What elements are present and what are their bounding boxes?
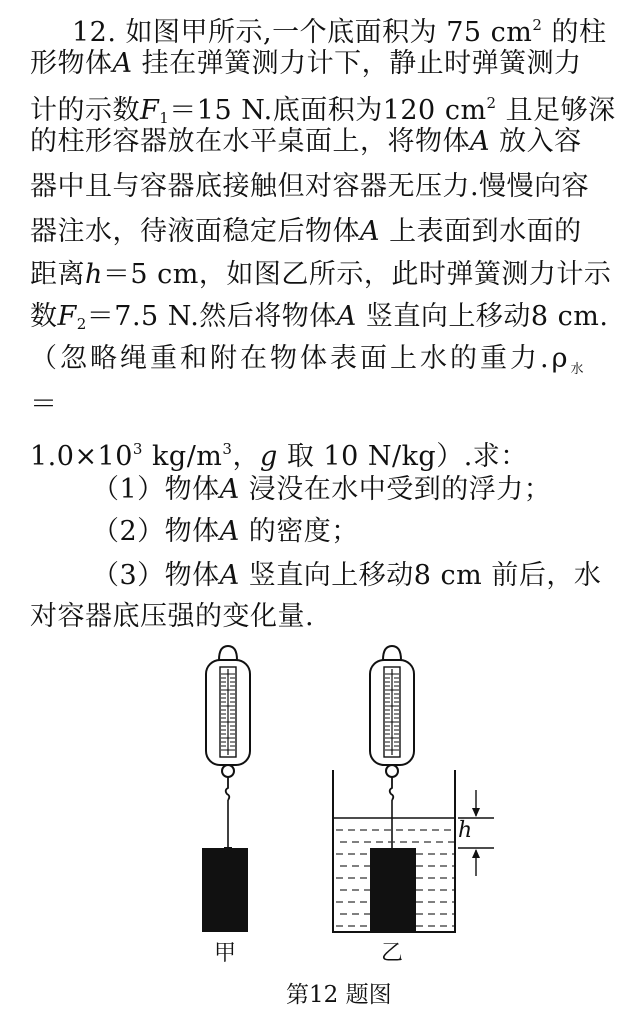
text: （3）物体 [92,560,220,591]
spring-scale-left [202,646,250,932]
object-a-right [370,848,416,932]
superscript: 3 [222,440,233,458]
superscript: 2 [532,16,543,34]
object-a-left [202,848,248,932]
variable-F: F [57,301,77,332]
variable-F: F [140,95,160,126]
problem-line-9 [30,340,640,389]
text: 竖直向上移动8 cm 前后，水 [239,560,602,591]
text: 竖直向上移动8 cm. [356,301,609,332]
text: 且足够深 [496,95,616,126]
problem-line-6 [30,213,640,251]
text: 取 10 N/kg）.求： [277,441,528,472]
variable-A: A [112,48,133,79]
text: ， [232,441,260,472]
variable-A: A [470,126,490,157]
variable-A: A [219,516,240,547]
figure-caption: 第12 题图 [286,982,392,1008]
text: 的柱形容器放在水平桌面上，将物体 [30,126,470,157]
variable-A: A [219,474,240,505]
superscript: 3 [132,440,143,458]
variable-A: A [336,301,357,332]
question-2 [92,513,640,551]
text: 1.0×10 [30,441,133,472]
text: ＝7.5 N.然后将物体 [86,301,337,332]
text: 器注水，待液面稳定后物体 [30,216,360,247]
problem-line-4 [30,123,640,161]
text: 放入容 [490,126,582,157]
variable-g: g [259,441,278,472]
text: 上表面到水面的 [380,216,582,247]
text: ＝5 cm，如图乙所示，此时弹簧测力计示 [102,259,612,290]
text: （1）物体 [92,474,220,505]
subscript: 2 [76,315,87,333]
problem-line-10 [30,386,640,424]
question-3-continued [30,598,640,636]
variable-A: A [219,560,240,591]
text: 计的示数 [30,95,140,126]
text: 挂在弹簧测力计下，静止时弹簧测力 [132,48,582,79]
experiment-figure [0,640,640,1016]
text: 距离 [30,259,85,290]
text: 的柱 [542,17,607,48]
question-1 [92,471,640,509]
problem-line-11 [30,430,640,476]
problem-line-7 [30,256,640,294]
label-yi: 乙 [381,941,404,966]
problem-line-8 [30,298,640,343]
text: 浸没在水中受到的浮力； [239,474,552,505]
text: （2）物体 [92,516,220,547]
text: 形物体 [30,48,113,79]
problem-line-2 [30,45,640,83]
equals-sign: ＝ [30,389,58,420]
problem-number: 12. [72,17,117,48]
water-container [333,770,455,932]
text: 对容器底压强的变化量. [30,601,315,632]
question-3 [92,557,640,595]
text: kg/m [142,441,223,472]
text: 如图甲所示,一个底面积为 75 cm [125,17,533,48]
text: 的密度； [239,516,359,547]
label-jia: 甲 [214,941,237,966]
variable-h: h [85,259,103,290]
problem-line-5 [30,168,640,206]
subscript-water: 水 [570,362,587,377]
superscript: 2 [486,94,497,112]
text: ＝15 N.底面积为120 cm [169,95,487,126]
label-h: h [458,818,473,843]
variable-A: A [360,216,380,247]
text: 数 [30,301,58,332]
subscript: 1 [159,109,170,127]
text: （忽略绳重和附在物体表面上水的重力.ρ [30,343,571,374]
text: 器中且与容器底接触但对容器无压力.慢慢向容 [30,171,590,202]
